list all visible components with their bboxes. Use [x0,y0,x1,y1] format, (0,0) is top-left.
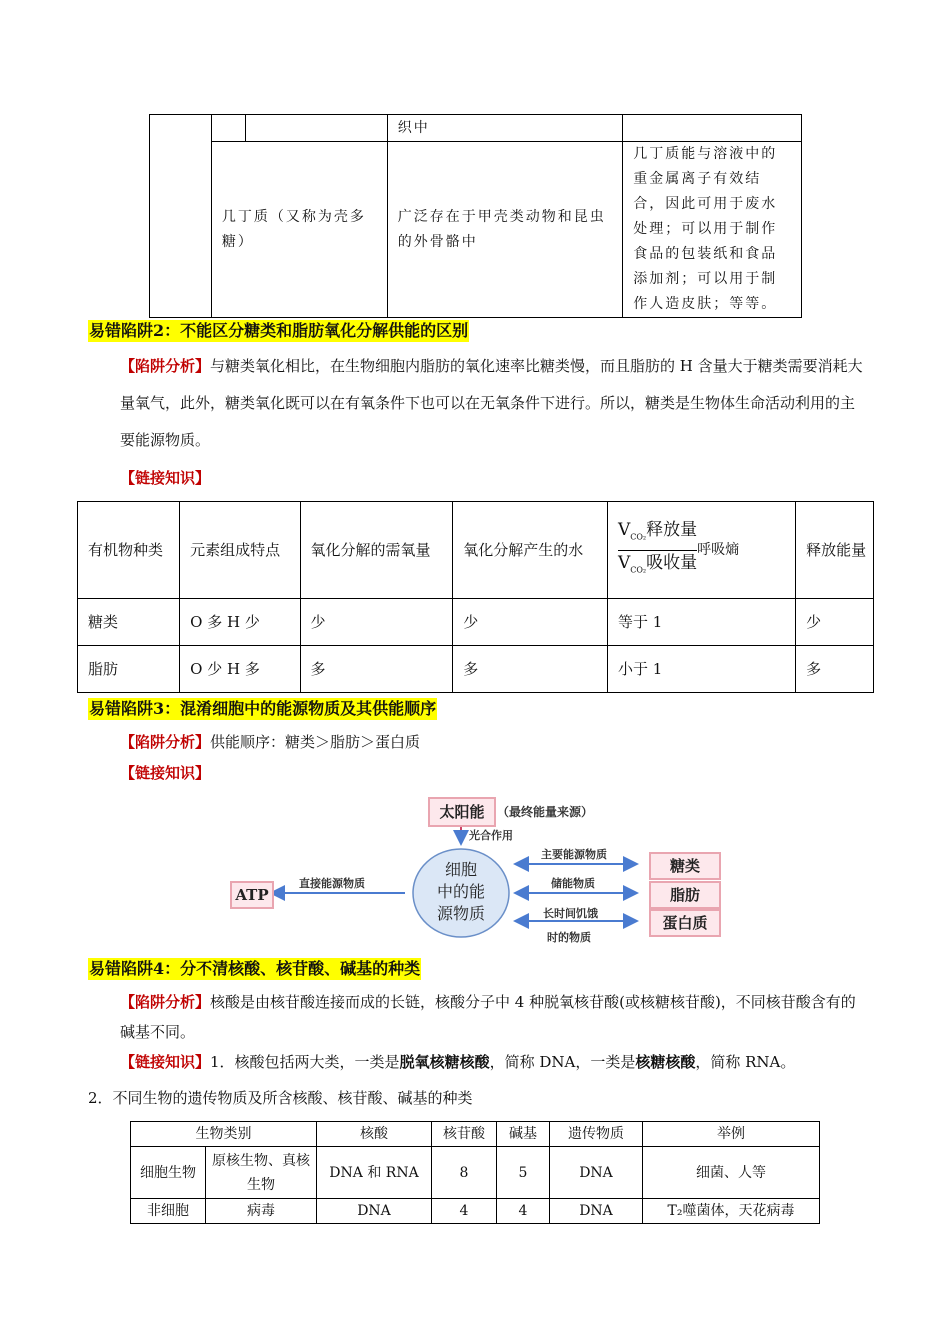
analysis-text: 供能顺序：糖类＞脂肪＞蛋白质 [210,733,421,751]
table-cell: 细胞生物 [131,1147,206,1199]
protein-label-1: 长时间饥饿 [543,907,598,920]
energy-diagram [225,795,725,945]
chitin-function: 几丁质能与溶液中的重金属离子有效结合，因此可用于废水处理；可以用于制作食品的包装纸和食品添加剂；可以用于制作人造皮肤；等等。 [623,142,802,318]
sugar-label: 主要能源物质 [541,848,607,861]
header-cell: 生物类别 [131,1122,317,1147]
chitin-table [149,114,802,318]
table-cell: O 少 H 多 [180,646,300,693]
table-cell [245,115,387,142]
table-cell: 4 [432,1199,497,1224]
table-cell: DNA 和 RNA [317,1147,432,1199]
table-cell: DNA [550,1147,643,1199]
header-cell: 元素组成特点 [180,502,300,599]
fat-box: 脂肪 [649,881,721,909]
table-cell: 少 [300,599,453,646]
sugar-fat-table [77,501,874,693]
table-cell: DNA [317,1199,432,1224]
header-cell: 有机物种类 [78,502,180,599]
trap4-link: 【链接知识】1．核酸包括两大类，一类是脱氧核糖核酸，简称 DNA，一类是核糖核酸，简称 RNA。 [120,1053,796,1071]
chitin-distribution: 广泛存在于甲壳类动物和昆虫的外骨骼中 [387,142,622,318]
header-cell: 释放能量 [796,502,874,599]
trap4-heading: 易错陷阱4：分不清核酸、核苷酸、碱基的种类 [89,959,421,978]
trap2-link [88,460,900,497]
table-cell: 5 [497,1147,550,1199]
header-cell: 遗传物质 [550,1122,643,1147]
trap4-analysis [88,984,868,1047]
table-cell: 4 [497,1199,550,1224]
table-cell: O 多 H 少 [180,599,300,646]
table-cell: 糖类 [78,599,180,646]
table-cell: 细菌、人等 [643,1147,820,1199]
header-cell: 核酸 [317,1122,432,1147]
respiratory-quotient-header [607,502,795,599]
analysis-text: 与糖类氧化相比，在生物细胞内脂肪的氧化速率比糖类慢，而且脂肪的 H 含量大于糖类需要消耗大量氧气，此外，糖类氧化既可以在有氧条件下也可以在无氧条件下进行。所以，糖类是生物体生命活动利用的主要能源物质。 [120,357,863,449]
header-cell: 氧化分解产生的水 [453,502,608,599]
table-cell: 多 [796,646,874,693]
table-cell: 等于 1 [607,599,795,646]
trap2-analysis [88,348,868,459]
header-cell: 举例 [643,1122,820,1147]
trap2-heading: 易错陷阱2：不能区分糖类和脂肪氧化分解供能的区别 [89,321,469,340]
sun-box: 太阳能 [428,797,496,827]
protein-box: 蛋白质 [649,909,721,937]
table-cell: 原核生物、真核生物 [206,1147,317,1199]
rq-label: 呼吸熵 [697,542,740,558]
analysis-label: 【陷阱分析】 [120,733,211,751]
sun-note: （最终能量来源） [497,805,594,819]
table-cell [211,115,245,142]
link-label: 【链接知识】 [120,1053,211,1071]
trap3-heading: 易错陷阱3：混淆细胞中的能源物质及其供能顺序 [89,699,437,718]
chitin-name: 几丁质（又称为壳多糖） [211,142,387,318]
table-cell: 病毒 [206,1199,317,1224]
atp-label: 直接能源物质 [299,877,365,890]
protein-label-2: 时的物质 [547,931,591,944]
header-cell: 氧化分解的需氧量 [300,502,453,599]
header-cell: 核苷酸 [432,1122,497,1147]
table-cell: 非细胞 [131,1199,206,1224]
table-cell: 织中 [387,115,622,142]
fat-label: 储能物质 [551,877,595,890]
trap3-link [88,755,900,792]
table-cell: 脂肪 [78,646,180,693]
table-cell [623,115,802,142]
table-cell: 8 [432,1147,497,1199]
analysis-label: 【陷阱分析】 [120,357,211,375]
rq-fraction: $\frac{V_{CO_2}释放量}{V_{CO_2}吸收量}$ [617,520,698,574]
table-cell [150,115,212,318]
table-cell: 多 [453,646,608,693]
table-cell: T₂噬菌体，天花病毒 [643,1199,820,1224]
analysis-text: 核酸是由核苷酸连接而成的长链，核酸分子中 4 种脱氧核苷酸(或核糖核苷酸)，不同核苷酸含有的碱基不同。 [120,993,856,1041]
table-cell: DNA [550,1199,643,1224]
header-cell: 碱基 [497,1122,550,1147]
atp-box: ATP [230,881,274,909]
center-label: 细胞 中的能 源物质 [436,860,485,923]
nucleic-acid-table [130,1121,820,1224]
link-label: 【链接知识】 [120,764,211,782]
table-cell: 少 [796,599,874,646]
link-label: 【链接知识】 [120,469,211,487]
trap4-line2: 2．不同生物的遗传物质及所含核酸、核苷酸、碱基的种类 [88,1089,473,1107]
table-cell: 少 [453,599,608,646]
table-cell: 小于 1 [607,646,795,693]
photosynthesis-label: 光合作用 [469,829,513,842]
table-cell: 多 [300,646,453,693]
analysis-label: 【陷阱分析】 [120,993,211,1011]
sugar-box: 糖类 [649,852,721,880]
